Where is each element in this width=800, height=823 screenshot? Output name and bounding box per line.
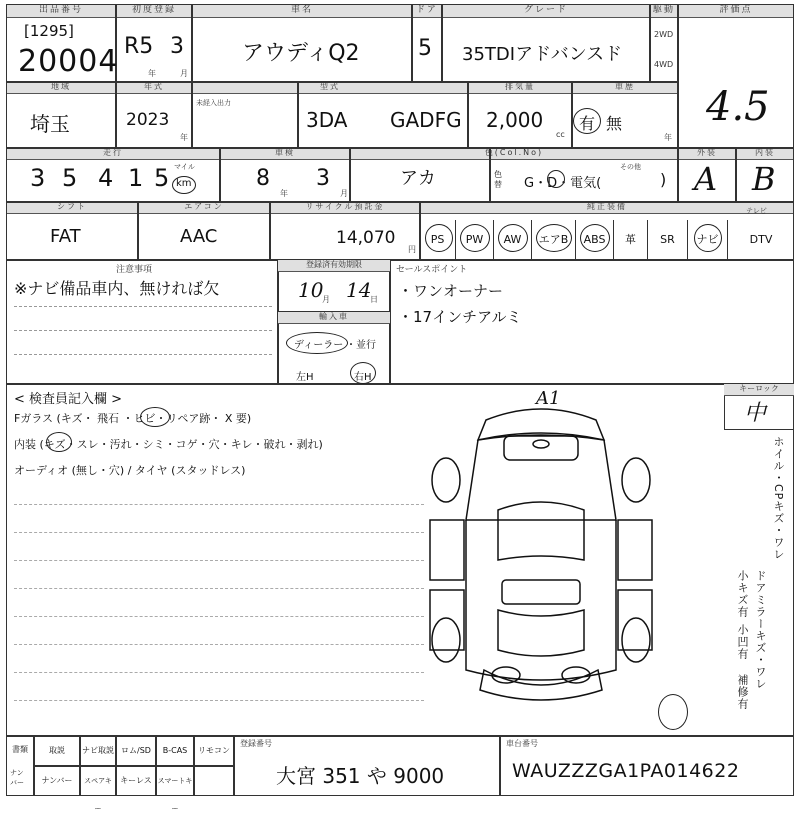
grade-header: グレード <box>442 4 650 18</box>
aircon-header: エアコン <box>138 202 270 214</box>
equip-pw: PW <box>456 220 494 260</box>
chip-circle <box>140 407 170 427</box>
vin-label: 車台番号 <box>506 739 538 748</box>
note-small-cell <box>192 82 298 148</box>
mileage-digit-3: 4 <box>98 164 114 192</box>
car-name: アウディQ2 <box>242 41 360 66</box>
equip-header: 純正装備 <box>420 202 794 214</box>
navi-circle <box>694 224 722 252</box>
score: 4.5 <box>706 84 770 130</box>
inspect-date-month-unit: 月 <box>322 295 330 304</box>
abs-circle <box>580 224 610 252</box>
ac-yes: 有 <box>579 114 596 133</box>
region: 埼玉 <box>30 112 70 136</box>
color: アカ <box>400 168 436 189</box>
footer-item-spare-key: スペアキー <box>80 766 116 796</box>
car-diagram <box>426 400 656 710</box>
ps-circle <box>425 224 453 252</box>
inspect-year: 8 <box>256 166 270 191</box>
equip-aw: AW <box>494 220 532 260</box>
sales-point-1: ・ワンオーナー <box>398 282 504 300</box>
spare-tire-circle <box>658 694 688 730</box>
inspector-title: < 検査員記入欄 > <box>14 392 123 407</box>
fuel-options: G・D・電気( <box>524 176 602 191</box>
fuel-other: その他 <box>620 163 641 171</box>
diagram-mark: A1 <box>536 388 561 409</box>
left-handle: 左H <box>296 372 314 383</box>
inspector-line-2: 内装 (キズ・スレ・汚れ・シミ・コゲ・穴・キレ・破れ・剥れ) <box>14 438 323 451</box>
ins-line-3 <box>14 560 424 561</box>
type-header: 型式 <box>192 82 468 94</box>
airbag-circle <box>536 224 572 252</box>
mileage-unit-miles: マイル <box>174 163 195 171</box>
footer-item-manual: 取説 <box>34 736 80 766</box>
inspect-month-unit: 月 <box>340 189 348 198</box>
fuel-close: ) <box>660 170 667 189</box>
mileage-digit-4: 1 <box>128 164 144 192</box>
caution-line-2 <box>14 330 272 331</box>
drive-cell <box>650 4 678 82</box>
door-header: ドア <box>412 4 442 18</box>
mileage-digit-5: 5 <box>154 164 170 192</box>
ins-line-2 <box>14 532 424 533</box>
footer-item-empty <box>194 766 234 796</box>
equip-abs: ABS <box>576 220 614 260</box>
recycle-fee: 14,070 <box>336 228 396 248</box>
type-code: GADFG <box>390 108 462 132</box>
dealer: ディーラー <box>294 340 344 351</box>
first-reg-month: 3 <box>170 34 184 59</box>
inspect-date-day: 14 <box>346 278 372 302</box>
history-header: 車歴 <box>572 82 678 94</box>
equip-dtv: DTV <box>749 233 773 246</box>
exterior-header: 外装 <box>678 148 736 160</box>
vin: WAUZZZGA1PA014622 <box>512 760 740 782</box>
footer-item-plate: ナンバー <box>34 766 80 796</box>
region-header: 地域 <box>6 82 116 94</box>
cc-unit: cc <box>556 130 565 139</box>
history-year-unit: 年 <box>664 133 672 142</box>
drive-4wd: 4WD <box>654 60 674 69</box>
equip-leather: 革 <box>614 220 648 260</box>
mileage-header: 走行 <box>6 148 220 160</box>
mileage-digit-1: 3 <box>30 164 46 192</box>
recycle-unit: 円 <box>408 245 416 254</box>
interior-header: 内装 <box>736 148 794 160</box>
scratch-circle <box>46 432 72 452</box>
caution-label: 注意事項 <box>116 265 153 275</box>
number-label: ナンバー <box>10 769 24 787</box>
footer-item-remote: リモコン <box>194 736 234 766</box>
inspection-header: 車検 <box>220 148 350 160</box>
model-year-unit: 年 <box>180 133 188 142</box>
first-reg-year-unit: 年 <box>148 69 156 78</box>
drive-header: 駆動 <box>650 4 678 18</box>
auction-sheet <box>6 4 794 813</box>
pw-circle <box>460 224 490 252</box>
lot-prefix: [1295] <box>24 22 74 40</box>
aw-circle <box>498 224 528 252</box>
mileage-unit-km: km <box>176 178 192 189</box>
aircon: AAC <box>180 226 218 247</box>
footer-item-keyless: キーレス <box>116 766 156 796</box>
caution-line-3 <box>14 354 272 355</box>
type-prefix: 3DA <box>306 108 348 132</box>
ins-line-4 <box>14 588 424 589</box>
side-note-2: ドアミラーキズ・ワレ <box>754 570 767 690</box>
inspector-line-3: オーディオ (無し・穴) / タイヤ (スタッドレス) <box>14 464 246 477</box>
note-small: 未経入出力 <box>196 99 231 107</box>
inspect-date-label: 登録済有効期限 <box>278 260 390 272</box>
model-year: 2023 <box>126 110 170 130</box>
inspect-year-unit: 年 <box>280 189 288 198</box>
grade: 35TDIアドバンスド <box>462 44 623 65</box>
ins-line-8 <box>14 700 424 701</box>
first-reg-month-unit: 月 <box>180 69 188 78</box>
caution-text: ※ナビ備品車内、無ければ欠 <box>14 279 220 298</box>
shift: FAT <box>50 226 81 247</box>
equip-navi: ナビ <box>688 220 728 260</box>
recycle-header: リサイクル預託金 <box>270 202 420 214</box>
sales-point-2: ・17インチアルミ <box>398 308 522 326</box>
shift-header: シフト <box>6 202 138 214</box>
footer-item-bcas: B-CAS <box>156 736 194 766</box>
cc-header: 排気量 <box>468 82 572 94</box>
inspector-line-1: Fガラス (キズ・ 飛石 ・ヒビ・リペア跡・ X 要) <box>14 412 252 425</box>
exterior-grade: A <box>694 160 718 198</box>
doc-label: 書類 <box>12 745 28 754</box>
import-label: 輸入車 <box>278 312 390 324</box>
footer-item-smart-key: スマートキー <box>156 766 194 796</box>
equip-ps: PS <box>420 220 456 260</box>
caution-line-1 <box>14 306 272 307</box>
inspect-month: 3 <box>316 166 330 191</box>
name-header: 車名 <box>192 4 412 18</box>
cc: 2,000 <box>486 108 544 132</box>
footer-item-navi-manual: ナビ取説 <box>80 736 116 766</box>
ins-line-1 <box>14 504 424 505</box>
plate: 大宮 351 や 9000 <box>276 764 445 788</box>
model-year-header: 年式 <box>116 82 192 94</box>
color-change-label: 色替 <box>494 170 502 189</box>
first-reg-era: R5 <box>124 34 154 59</box>
keylock-label: キーロック <box>724 384 794 396</box>
side-note-1: ホイル・CPキズ・ワレ <box>772 436 785 561</box>
equip-airbag: エアB <box>532 220 576 260</box>
drive-2wd: 2WD <box>654 30 674 39</box>
tv-label: テレビ <box>746 207 767 215</box>
side-note-5: 補修有 <box>736 674 749 710</box>
inspect-date-month: 10 <box>298 278 324 302</box>
plate-label: 登録番号 <box>240 739 272 748</box>
first-reg-header: 初度登録 <box>116 4 192 18</box>
lot-number: 20004 <box>18 44 119 79</box>
footer-item-rom: ロム/SD <box>116 736 156 766</box>
equip-sr: SR <box>648 220 688 260</box>
right-handle: 右H <box>354 372 372 383</box>
inspect-date-day-unit: 日 <box>370 295 378 304</box>
sales-label: セールスポイント <box>396 265 468 275</box>
parallel: ・並行 <box>346 340 376 351</box>
ins-line-5 <box>14 616 424 617</box>
doors: 5 <box>418 36 432 61</box>
interior-grade: B <box>752 160 776 198</box>
ins-line-7 <box>14 672 424 673</box>
score-header: 評価点 <box>678 4 794 18</box>
mileage-digit-2: 5 <box>62 164 78 192</box>
ac-no: 無 <box>606 114 623 133</box>
diesel-circle <box>547 170 565 188</box>
color-header: 色(Col.No) <box>350 148 678 160</box>
side-note-4: 小凹有 <box>736 624 749 660</box>
keylock-value: 中 <box>744 401 767 426</box>
lot-header: 出品番号 <box>6 4 116 18</box>
ins-line-6 <box>14 644 424 645</box>
side-note-3: 小キズ有 <box>736 570 749 618</box>
